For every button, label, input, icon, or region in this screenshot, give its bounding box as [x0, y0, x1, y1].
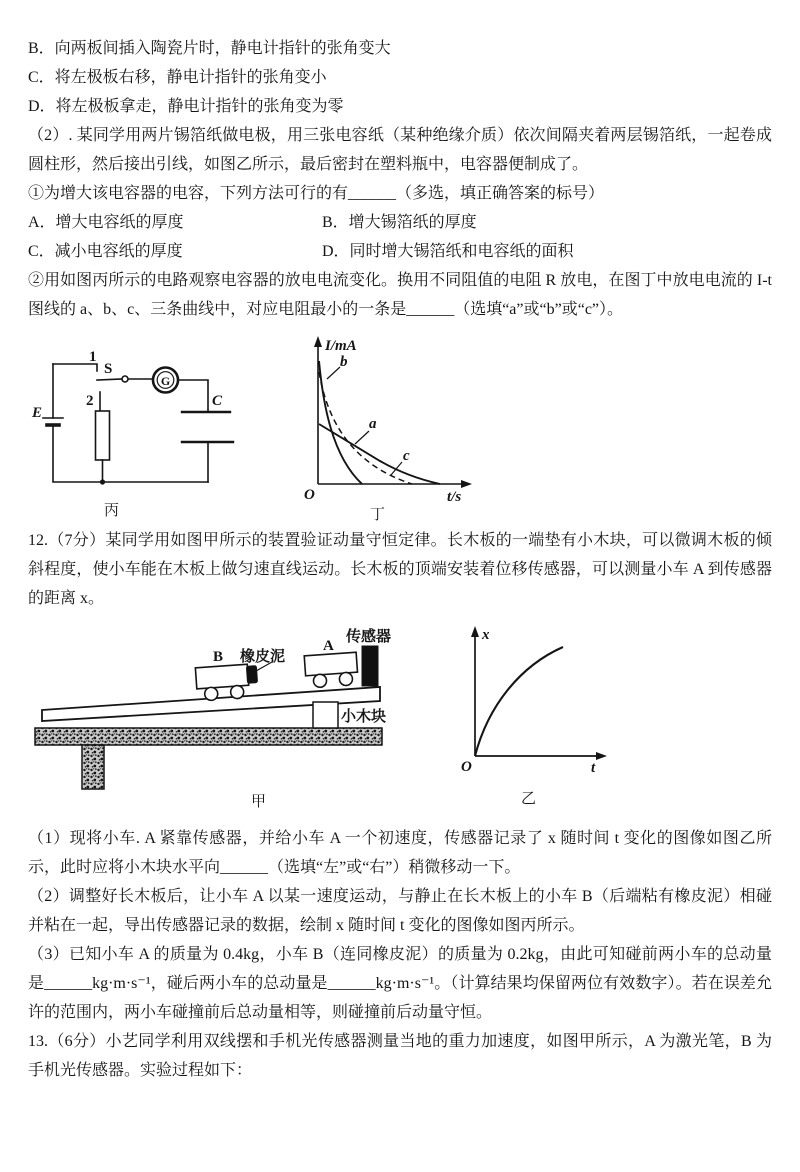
- q11-option-c: C．将左极板右移，静电计指针的张角变小: [28, 69, 327, 86]
- q12-part2: （2）调整好长木板后，让小车 A 以某一速度运动，与静止在长木板上的小车 B（后端粘有橡皮泥）相碰并粘在一起，导出传感器记录的数据，绘制 x 随时间 t 变化的图像如图丙所示。: [28, 888, 772, 934]
- x-axis-label: t: [591, 760, 596, 776]
- capacitor-label: C: [212, 393, 223, 409]
- figure-bing-caption: 丙: [104, 503, 120, 519]
- x-axis-label: t/s: [447, 489, 462, 505]
- cart-b-wheel-left: [204, 687, 218, 701]
- cart-a-body: [304, 652, 357, 676]
- x-axis-arrow-icon: [461, 480, 472, 488]
- figure-yi-caption: 乙: [521, 791, 537, 807]
- switch-blade-icon: [97, 379, 122, 380]
- contact-2-label: 2: [86, 393, 94, 409]
- q11-sub-question-2: ②用如图丙所示的电路观察电容器的放电电流变化。换用不同阻值的电阻 R 放电，在图丁中放电电流的 I-t 图线的 a、b、c、三条曲线中，对应电阻最小的一条是______（选填“a”或“b”或“c”）。: [28, 272, 772, 318]
- sensor-label: 传感器: [346, 629, 392, 645]
- origin-label: O: [304, 487, 315, 503]
- xt-curve: [475, 647, 563, 756]
- small-wood-block: [313, 702, 338, 728]
- cart-a: [304, 652, 358, 688]
- switch-label: S: [104, 361, 113, 377]
- cart-b-label: B: [213, 649, 224, 665]
- switch-pivot-icon: [122, 376, 128, 382]
- clay-blob-icon: [246, 666, 257, 684]
- curve-c-label: c: [403, 448, 410, 464]
- cart-a-label: A: [323, 638, 334, 654]
- wood-block-label: 小木块: [341, 709, 387, 725]
- curve-a-label: a: [369, 416, 377, 432]
- curve-b: [319, 361, 362, 484]
- battery-label: E: [32, 405, 43, 421]
- leader-a: [355, 431, 369, 444]
- q12-part3: （3）已知小车 A 的质量为 0.4kg，小车 B（连同橡皮泥）的质量为 0.2kg，由此可知碰前两小车的总动量是______kg·m·s⁻¹，碰后两小车的总动量是______kg·m·s⁻¹。（计算结果均保留两位有效数字）。若在误差允许的范围内，两小车碰撞前后总动量相等，则碰撞前后动量守恒。: [28, 946, 772, 1021]
- curve-b-label: b: [340, 354, 348, 370]
- q11-sub-question-1: ①为增大该电容器的电容，下列方法可行的有______（多选，填正确答案的标号）: [28, 185, 605, 202]
- leader-b: [327, 367, 340, 379]
- wire-top: [53, 364, 97, 371]
- figure-ding-caption: 丁: [370, 507, 386, 523]
- table-leg: [82, 745, 104, 789]
- curve-c: [319, 424, 440, 484]
- cart-b-body: [195, 664, 248, 689]
- xt-graph-yi: [450, 621, 620, 816]
- table-top: [35, 728, 382, 745]
- q11-sub1-option-c: C．减小电容纸的厚度: [28, 243, 183, 260]
- junction-dot: [100, 479, 105, 484]
- q11-sub1-option-d: D．同时增大锡箔纸和电容纸的面积: [322, 243, 574, 260]
- q11-sub1-option-a: A．增大电容纸的厚度: [28, 214, 184, 231]
- wire-left-bottom: [53, 425, 208, 482]
- cart-a-wheel-left: [313, 674, 327, 688]
- galvanometer-label: G: [160, 374, 171, 388]
- origin-label: O: [461, 759, 472, 775]
- apparatus-diagram-jia: [20, 621, 450, 816]
- y-axis-label: I/mA: [325, 338, 357, 354]
- wire-meter-to-capacitor: [178, 380, 208, 412]
- figure-row-circuit-and-discharge-graph: [20, 334, 772, 524]
- q11-part2-intro: （2）. 某同学用两片锡箔纸做电极，用三张电容纸（某种绝缘介质）依次间隔夹着两层锡箔纸，一起卷成圆柱形，然后接出引线，如图乙所示，最后密封在塑料瓶中，电容器便制成了。: [28, 127, 772, 173]
- clay-label: 橡皮泥: [240, 649, 286, 665]
- resistor-box-icon: [96, 411, 110, 460]
- q12-part1: （1）现将小车. A 紧靠传感器，并给小车 A 一个初速度，传感器记录了 x 随时间 t 变化的图像如图乙所示，此时应将小木块水平向______（选填“左”或“右”）稍微移动一下。: [28, 830, 772, 876]
- contact-1-label: 1: [89, 349, 97, 365]
- cart-b-wheel-right: [230, 685, 244, 699]
- q11-sub1-options-row-1: [28, 208, 772, 237]
- circuit-diagram-bing: [20, 334, 300, 524]
- x-axis-arrow-icon: [596, 752, 607, 760]
- q13-intro: 13.（6分）小艺同学利用双线摆和手机光传感器测量当地的重力加速度，如图甲所示，A 为激光笔，B 为手机光传感器。实验过程如下：: [28, 1033, 772, 1079]
- q11-option-b: B．向两板间插入陶瓷片时，静电计指针的张角变大: [28, 40, 391, 57]
- q12-intro: 12.（7分）某同学用如图甲所示的装置验证动量守恒定律。长木板的一端垫有小木块，可以微调木板的倾斜程度，使小车能在木板上做匀速直线运动。长木板的顶端安装着位移传感器，可以测量小车 A 到传感器的距离 x。: [28, 532, 772, 607]
- position-sensor-icon: [362, 646, 378, 686]
- q11-sub1-option-b: B．增大锡箔纸的厚度: [322, 214, 477, 231]
- q11-sub1-options-row-2: [28, 237, 772, 266]
- graph-axes: [475, 633, 600, 756]
- cart-a-wheel-right: [339, 672, 353, 686]
- figure-jia-caption: 甲: [251, 794, 267, 810]
- y-axis-arrow-icon: [314, 336, 322, 347]
- discharge-current-graph-ding: [300, 334, 480, 524]
- figure-row-apparatus-and-xt-graph: [20, 621, 772, 816]
- y-axis-label: x: [482, 627, 490, 643]
- q11-option-d: D．将左极板拿走，静电计指针的张角变为零: [28, 98, 344, 115]
- y-axis-arrow-icon: [471, 626, 479, 637]
